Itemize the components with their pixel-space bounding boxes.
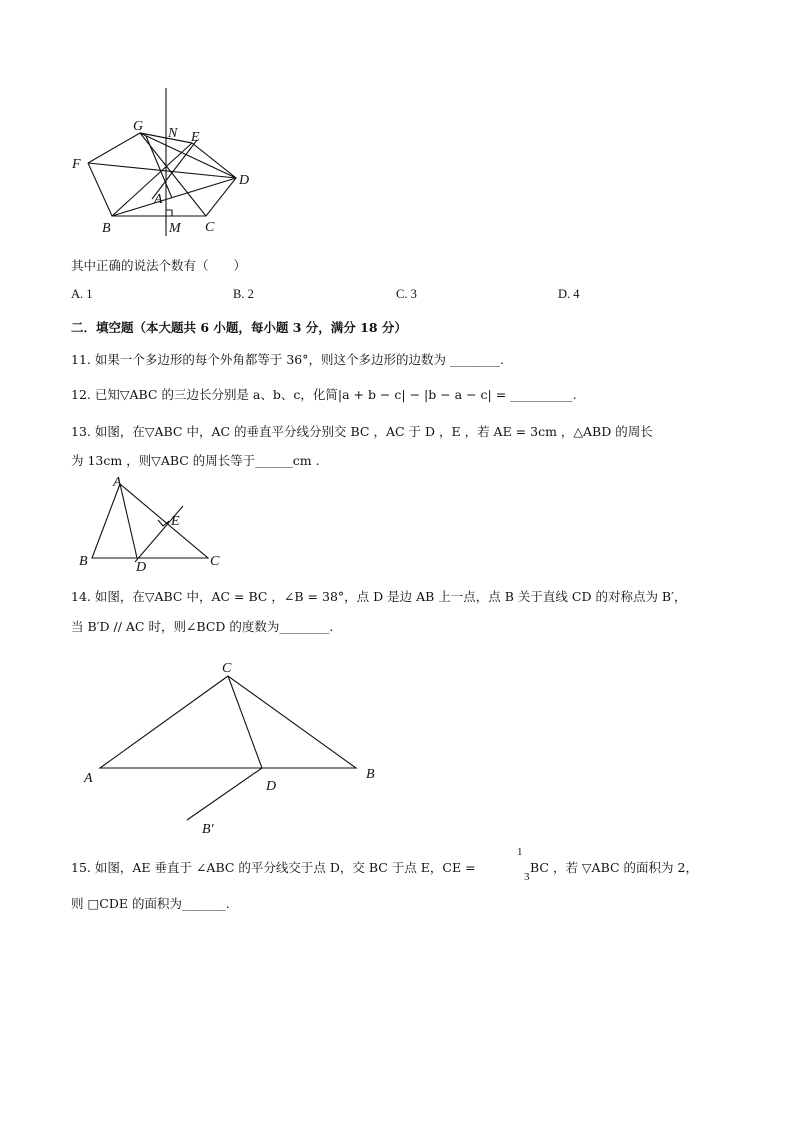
label-f: F [72, 157, 81, 172]
label-n: N [168, 126, 178, 141]
fraction-denominator: 3 [524, 871, 530, 883]
question-14-line-1: 14. 如图，在▽ABC 中，AC = BC ，∠B = 38°，点 D 是边 AB 上一点，点 B 关于直线 CD 的对称点为 B′， [71, 589, 687, 604]
figure-13-triangle [0, 470, 794, 580]
question-12: 12. 已知▽ABC 的三边长分别是 a、b、c，化简|a + b − c| − |b − a − c| = __________. [71, 387, 577, 402]
label-b: B [366, 767, 375, 782]
question-13-line-1: 13. 如图，在▽ABC 中，AC 的垂直平分线分别交 BC ，AC 于 D ，E ，若 AE = 3cm ，△ABD 的周长 [71, 424, 653, 439]
label-e: E [191, 130, 200, 145]
question-14-line-2: 当 B′D // AC 时，则∠BCD 的度数为________. [71, 619, 334, 634]
fraction-numerator: 1 [517, 846, 523, 858]
label-a: A [113, 475, 122, 490]
question-10-stem: 其中正确的说法个数有（ ） [71, 258, 247, 273]
question-15-line-1a: 15. 如图，AE 垂直于 ∠ABC 的平分线交于点 D，交 BC 于点 E，CE = [71, 860, 476, 875]
option-d: D. 4 [558, 287, 580, 301]
question-11: 11. 如果一个多边形的每个外角都等于 36°，则这个多边形的边数为 ________. [71, 352, 504, 367]
section-2-heading: 二．填空题（本大题共 6 小题，每小题 3 分，满分 18 分） [71, 320, 407, 335]
right-angle-mark [166, 210, 172, 216]
triangle-abc [92, 484, 208, 558]
option-c: C. 3 [396, 287, 417, 301]
option-b: B. 2 [233, 287, 254, 301]
triangle-abc [100, 676, 356, 768]
line-be [112, 143, 192, 216]
line-db-prime [187, 768, 262, 820]
label-c: C [205, 220, 215, 235]
option-a: A. 1 [71, 287, 93, 301]
label-b: B [79, 554, 88, 569]
label-m: M [169, 221, 181, 236]
label-d: D [266, 779, 277, 794]
label-a: A [84, 771, 93, 786]
label-b: B [102, 221, 111, 236]
label-c: C [210, 554, 220, 569]
label-g: G [133, 119, 144, 134]
label-d: D [239, 173, 250, 188]
question-13-line-2: 为 13cm ，则▽ABC 的周长等于______cm . [71, 453, 320, 468]
question-15-line-2: 则 □CDE 的面积为_______. [71, 896, 230, 911]
line-ad [120, 484, 137, 558]
label-c: C [222, 661, 232, 676]
label-d: D [136, 560, 147, 575]
line-cd [228, 676, 262, 768]
label-a: A [154, 192, 163, 207]
label-e: E [171, 514, 180, 529]
figure-14-triangle [0, 650, 794, 840]
figure-pentagon-diagram [0, 0, 794, 260]
line-gb2 [146, 136, 172, 198]
line-bd [112, 178, 236, 216]
question-15-line-1b: BC ，若 ▽ABC 的面积为 2， [530, 860, 698, 875]
label-b-prime: B′ [202, 822, 214, 837]
